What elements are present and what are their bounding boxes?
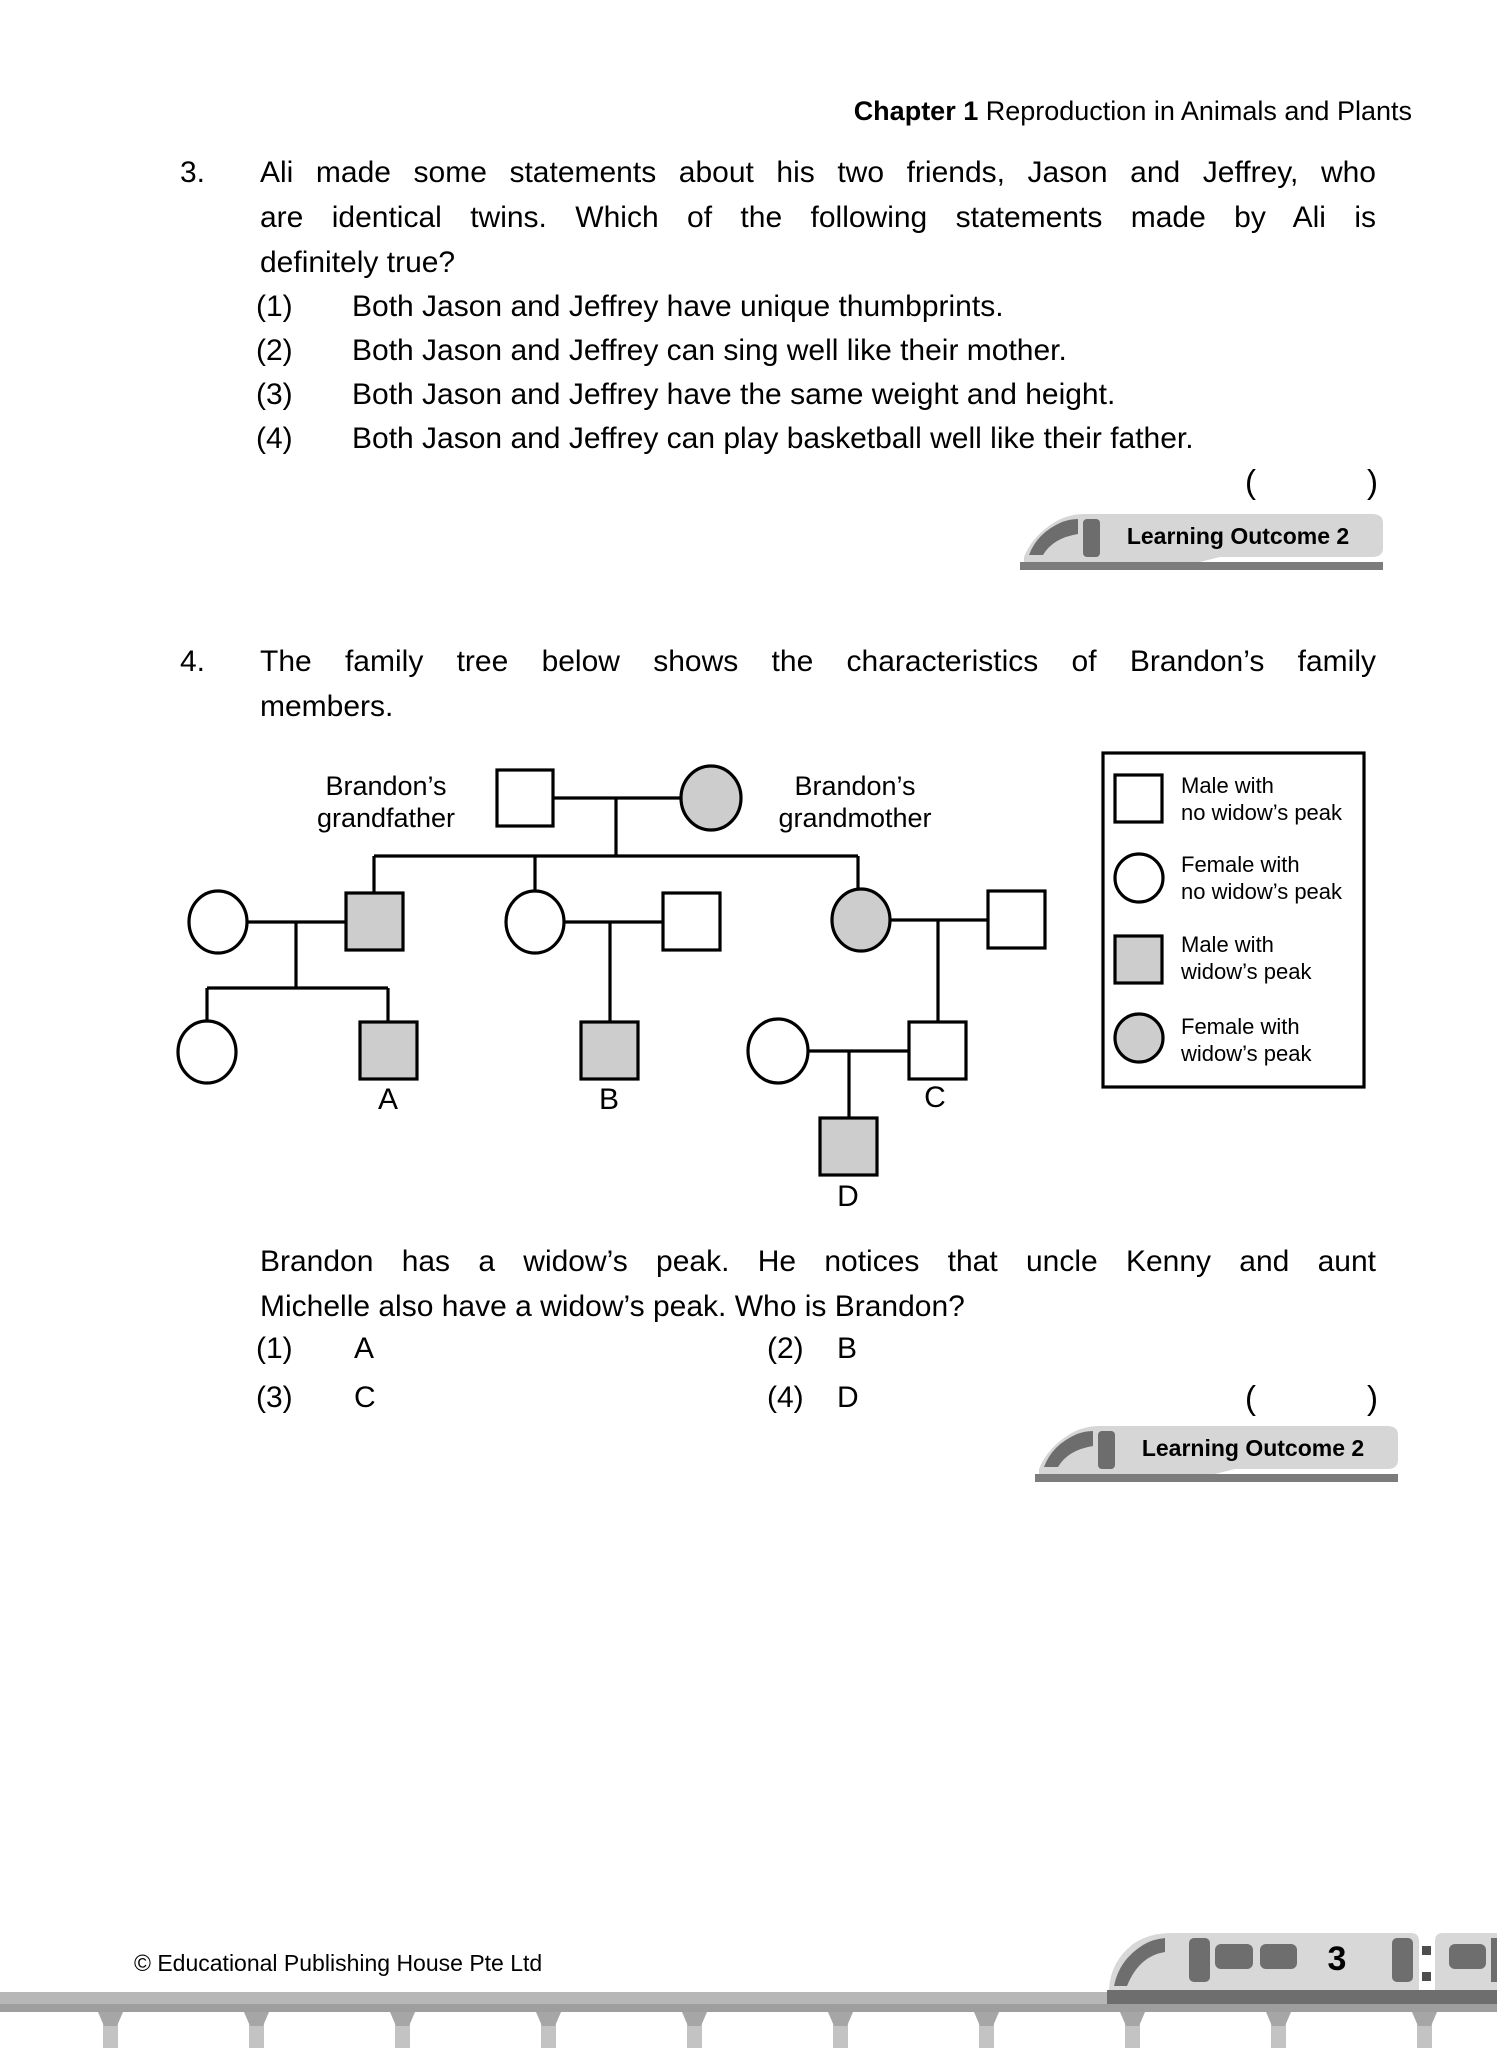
grandmother-node — [681, 766, 741, 830]
gen2-left-wife-node — [189, 891, 247, 953]
option-text: B — [837, 1332, 858, 1365]
open-paren: ( — [1245, 1379, 1256, 1416]
option-text: C — [354, 1381, 376, 1414]
train-door-icon — [1098, 1431, 1115, 1469]
q4-question-line: Brandon has a widow’s peak. He notices that uncle Kenny and aunt — [260, 1245, 1376, 1278]
chapter-header — [854, 96, 1412, 127]
legend-label: widow’s peak — [1181, 1041, 1312, 1066]
learning-outcome-badge — [1020, 510, 1388, 572]
bridge-pillars — [98, 2012, 1437, 2048]
badge-underline — [1035, 1474, 1398, 1482]
page-number: 3 — [1327, 1940, 1347, 1978]
legend-gray-circle-icon — [1115, 1014, 1163, 1062]
family-tree-diagram — [130, 748, 1390, 1215]
legend-label: no widow’s peak — [1181, 879, 1343, 904]
train-window-icon — [1260, 1944, 1297, 1969]
close-paren: ) — [1367, 1379, 1378, 1416]
legend-gray-square-icon — [1115, 936, 1162, 983]
option-number: (4) — [767, 1381, 804, 1414]
option-text: Both Jason and Jeffrey can play basketball well like their father. — [352, 422, 1194, 455]
gen2-middle-wife-node — [506, 891, 564, 953]
badge-label: Learning Outcome 2 — [1141, 1435, 1365, 1461]
person-d-label: D — [837, 1180, 859, 1213]
option-number: (1) — [256, 290, 293, 323]
grandmother-label: grandmother — [778, 803, 932, 833]
learning-outcome-badge — [1035, 1422, 1403, 1484]
train-coupling-icon — [1422, 1946, 1431, 1955]
legend-white-square-icon — [1115, 775, 1162, 822]
q4-options-row-1 — [0, 1324, 1497, 1373]
person-c-node — [909, 1022, 966, 1079]
close-paren: ) — [1367, 463, 1378, 500]
grandfather-label: grandfather — [316, 803, 456, 833]
option-number: (4) — [256, 422, 293, 455]
chapter-label: Chapter 1 — [853, 96, 979, 126]
person-d-node — [820, 1118, 877, 1175]
train-door-icon — [1392, 1938, 1413, 1982]
q4-line: The family tree below shows the characteristics of Brandon’s family — [260, 645, 1376, 678]
person-a-node — [360, 1022, 417, 1079]
option-number: (3) — [256, 378, 293, 411]
train-window-icon — [1215, 1944, 1253, 1969]
q3-number: 3. — [180, 156, 206, 189]
q3-option-1 — [256, 285, 1194, 329]
q3-option-4 — [256, 417, 1194, 461]
person-a-label: A — [377, 1083, 399, 1116]
legend-label: Male with — [1181, 932, 1274, 957]
legend-white-circle-icon — [1115, 854, 1163, 902]
train-door-icon — [1189, 1938, 1210, 1982]
option-number: (2) — [256, 334, 293, 367]
grandfather-label: Brandon’s — [325, 771, 447, 801]
option-number: (1) — [256, 1332, 293, 1365]
gen2-right-husband-node — [988, 891, 1045, 948]
gen3-left-daughter-node — [178, 1021, 236, 1083]
grandmother-label: Brandon’s — [794, 771, 916, 801]
legend-label: Male with — [1181, 773, 1274, 798]
person-b-label: B — [598, 1083, 620, 1116]
train-window-icon — [1449, 1944, 1486, 1969]
train-coupling-icon — [1422, 1972, 1431, 1981]
q4-question-text — [260, 1239, 1376, 1329]
q3-line: definitely true? — [260, 246, 456, 279]
option-number: (2) — [767, 1332, 804, 1365]
legend-label: widow’s peak — [1181, 959, 1312, 984]
option-text: Both Jason and Jeffrey have the same weight and height. — [352, 378, 1116, 411]
q3-line: are identical twins. Which of the following statements made by Ali is — [260, 201, 1376, 234]
train-door-icon — [1083, 519, 1100, 557]
q3-option-2 — [256, 329, 1194, 373]
q4-text — [260, 639, 1376, 729]
legend-label: Female with — [1181, 852, 1300, 877]
q3-option-3 — [256, 373, 1194, 417]
q3-answer-bracket — [1245, 462, 1378, 502]
q4-line: members. — [260, 690, 394, 723]
q4-answer-bracket — [1245, 1378, 1378, 1418]
option-text: D — [837, 1381, 859, 1414]
person-c-label: C — [924, 1081, 946, 1114]
q3-text — [260, 150, 1376, 285]
option-text: Both Jason and Jeffrey can sing well like their mother. — [352, 334, 1067, 367]
q4-number: 4. — [180, 645, 206, 678]
copyright-notice: © Educational Publishing House Pte Ltd — [134, 1950, 543, 1976]
train-door-icon — [1491, 1938, 1497, 1982]
open-paren: ( — [1245, 463, 1256, 500]
grandfather-node — [497, 770, 553, 826]
person-c-wife-node — [748, 1019, 808, 1083]
person-b-node — [581, 1022, 638, 1079]
chapter-title: Reproduction in Animals and Plants — [978, 96, 1412, 126]
legend-label: no widow’s peak — [1181, 800, 1343, 825]
option-number: (3) — [256, 1381, 293, 1414]
gen2-right-wife-node — [832, 889, 890, 951]
train-track — [1107, 1990, 1497, 2004]
badge-underline — [1020, 562, 1383, 570]
q3-line: Ali made some statements about his two friends, Jason and Jeffrey, who — [260, 156, 1376, 189]
legend-label: Female with — [1181, 1014, 1300, 1039]
gen2-middle-husband-node — [663, 893, 720, 950]
q3-options — [256, 285, 1194, 461]
option-text: A — [354, 1332, 375, 1365]
option-text: Both Jason and Jeffrey have unique thumbprints. — [352, 290, 1004, 323]
page-train-graphic — [1097, 1928, 1497, 2008]
q4-question-line: Michelle also have a widow’s peak. Who is Brandon? — [260, 1290, 965, 1323]
gen2-left-husband-node — [346, 893, 403, 950]
badge-label: Learning Outcome 2 — [1126, 523, 1350, 549]
